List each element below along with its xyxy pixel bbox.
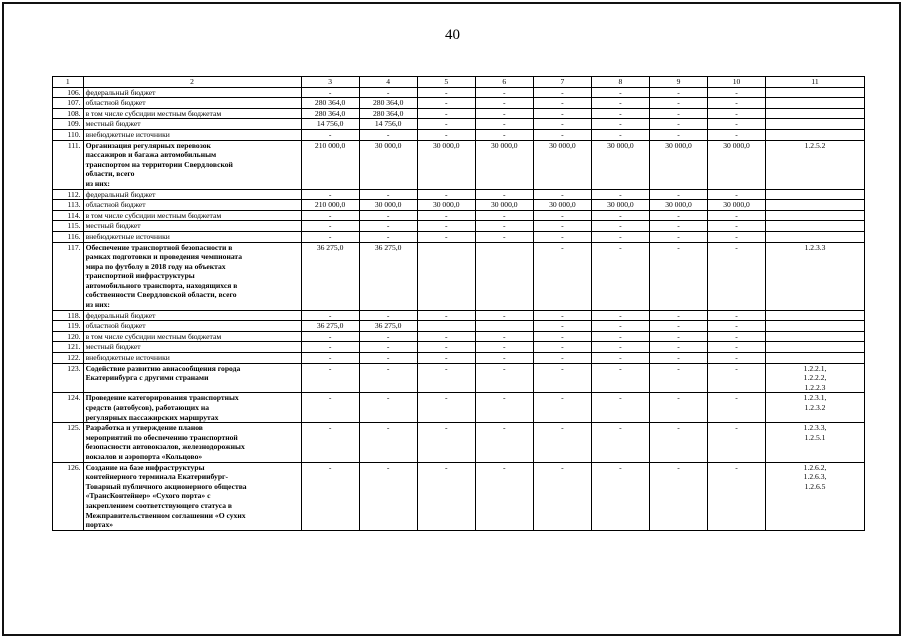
row-number: 106. xyxy=(53,87,84,98)
value-cell: - xyxy=(417,210,475,221)
value-cell: - xyxy=(591,342,649,353)
value-cell: - xyxy=(475,310,533,321)
value-cell: - xyxy=(359,210,417,221)
value-cell: - xyxy=(475,98,533,109)
target-ref xyxy=(766,98,865,109)
value-cell: - xyxy=(475,189,533,200)
value-cell: 280 364,0 xyxy=(359,108,417,119)
row-number: 118. xyxy=(53,310,84,321)
table-row xyxy=(53,98,865,109)
value-cell: - xyxy=(591,210,649,221)
value-cell: 210 000,0 xyxy=(301,200,359,211)
value-cell: - xyxy=(475,119,533,130)
value-cell: - xyxy=(301,363,359,393)
value-cell: 36 275,0 xyxy=(301,321,359,332)
value-cell: - xyxy=(533,108,591,119)
value-cell: - xyxy=(708,129,766,140)
value-cell: 30 000,0 xyxy=(359,140,417,189)
value-cell: - xyxy=(475,363,533,393)
value-cell: - xyxy=(417,310,475,321)
value-cell: - xyxy=(533,393,591,423)
value-cell: - xyxy=(533,221,591,232)
value-cell: 280 364,0 xyxy=(301,98,359,109)
row-number: 116. xyxy=(53,231,84,242)
value-cell: - xyxy=(708,342,766,353)
value-cell: - xyxy=(708,462,766,530)
value-cell: - xyxy=(475,231,533,242)
value-cell: - xyxy=(475,331,533,342)
value-cell: - xyxy=(359,189,417,200)
value-cell: 30 000,0 xyxy=(708,140,766,189)
value-cell: 30 000,0 xyxy=(417,200,475,211)
value-cell: - xyxy=(649,462,707,530)
target-ref xyxy=(766,189,865,200)
target-ref xyxy=(766,210,865,221)
table-row xyxy=(53,200,865,211)
row-number: 113. xyxy=(53,200,84,211)
value-cell: - xyxy=(475,210,533,221)
value-cell: - xyxy=(417,393,475,423)
value-cell: - xyxy=(708,363,766,393)
table-row xyxy=(53,221,865,232)
value-cell: - xyxy=(475,108,533,119)
budget-table xyxy=(52,76,865,531)
value-cell: - xyxy=(591,363,649,393)
row-label: федеральный бюджет xyxy=(83,87,301,98)
value-cell: - xyxy=(649,221,707,232)
value-cell: - xyxy=(649,363,707,393)
value-cell: 14 756,0 xyxy=(359,119,417,130)
value-cell: - xyxy=(475,221,533,232)
value-cell: - xyxy=(417,342,475,353)
value-cell: - xyxy=(649,321,707,332)
value-cell: - xyxy=(591,129,649,140)
value-cell: - xyxy=(533,353,591,364)
row-number: 121. xyxy=(53,342,84,353)
header-cell: 2 xyxy=(83,77,301,88)
row-label: в том числе субсидии местным бюджетам xyxy=(83,108,301,119)
value-cell: - xyxy=(708,393,766,423)
value-cell: - xyxy=(533,87,591,98)
value-cell: - xyxy=(649,119,707,130)
value-cell: - xyxy=(359,363,417,393)
value-cell: 36 275,0 xyxy=(301,242,359,310)
value-cell: 210 000,0 xyxy=(301,140,359,189)
table-row xyxy=(53,462,865,530)
table-row xyxy=(53,108,865,119)
row-number: 120. xyxy=(53,331,84,342)
value-cell: - xyxy=(301,331,359,342)
value-cell: - xyxy=(591,87,649,98)
value-cell xyxy=(417,242,475,310)
value-cell: - xyxy=(591,119,649,130)
value-cell: - xyxy=(417,331,475,342)
value-cell: - xyxy=(591,98,649,109)
value-cell: - xyxy=(708,119,766,130)
value-cell: - xyxy=(359,129,417,140)
row-label: федеральный бюджет xyxy=(83,310,301,321)
value-cell: - xyxy=(301,189,359,200)
value-cell: - xyxy=(417,189,475,200)
value-cell: - xyxy=(649,393,707,423)
value-cell: - xyxy=(649,331,707,342)
value-cell: 14 756,0 xyxy=(301,119,359,130)
value-cell: - xyxy=(359,87,417,98)
row-label: внебюджетные источники xyxy=(83,353,301,364)
row-label: внебюджетные источники xyxy=(83,129,301,140)
value-cell: - xyxy=(417,221,475,232)
row-label: в том числе субсидии местным бюджетам xyxy=(83,210,301,221)
value-cell: - xyxy=(708,310,766,321)
value-cell: - xyxy=(475,353,533,364)
value-cell: - xyxy=(417,119,475,130)
value-cell: - xyxy=(533,98,591,109)
value-cell: 30 000,0 xyxy=(591,200,649,211)
value-cell: - xyxy=(591,189,649,200)
row-label: Проведение категорирования транспортных средств (автобусов), работающих на регулярных пассажирских маршрутах xyxy=(83,393,301,423)
header-cell: 5 xyxy=(417,77,475,88)
header-cell: 4 xyxy=(359,77,417,88)
target-ref: 1.2.5.2 xyxy=(766,140,865,189)
target-ref xyxy=(766,321,865,332)
value-cell: - xyxy=(649,210,707,221)
value-cell: - xyxy=(533,189,591,200)
table-row xyxy=(53,321,865,332)
header-cell: 11 xyxy=(766,77,865,88)
value-cell: - xyxy=(417,353,475,364)
value-cell: - xyxy=(708,108,766,119)
value-cell: - xyxy=(591,310,649,321)
row-label: областной бюджет xyxy=(83,98,301,109)
target-ref xyxy=(766,331,865,342)
header-cell: 1 xyxy=(53,77,84,88)
value-cell: - xyxy=(533,119,591,130)
value-cell: - xyxy=(475,129,533,140)
value-cell: - xyxy=(708,353,766,364)
row-label: федеральный бюджет xyxy=(83,189,301,200)
value-cell: - xyxy=(359,393,417,423)
value-cell: - xyxy=(301,210,359,221)
value-cell: 280 364,0 xyxy=(359,98,417,109)
value-cell xyxy=(475,321,533,332)
target-ref xyxy=(766,310,865,321)
value-cell: - xyxy=(475,342,533,353)
value-cell: - xyxy=(359,353,417,364)
value-cell: 30 000,0 xyxy=(417,140,475,189)
value-cell: - xyxy=(359,462,417,530)
target-ref xyxy=(766,87,865,98)
row-number: 110. xyxy=(53,129,84,140)
value-cell: - xyxy=(708,87,766,98)
value-cell: - xyxy=(708,242,766,310)
value-cell: - xyxy=(591,393,649,423)
value-cell: - xyxy=(649,108,707,119)
value-cell: 36 275,0 xyxy=(359,242,417,310)
value-cell: - xyxy=(417,462,475,530)
value-cell: - xyxy=(533,210,591,221)
value-cell: - xyxy=(708,98,766,109)
value-cell: - xyxy=(533,310,591,321)
row-number: 117. xyxy=(53,242,84,310)
target-ref: 1.2.6.2, 1.2.6.3, 1.2.6.5 xyxy=(766,462,865,530)
header-cell: 10 xyxy=(708,77,766,88)
value-cell: - xyxy=(649,98,707,109)
row-number: 112. xyxy=(53,189,84,200)
table-row xyxy=(53,140,865,189)
value-cell: 30 000,0 xyxy=(533,200,591,211)
row-label: Обеспечение транспортной безопасности в рамках подготовки и проведения чемпионата мира по футболу в 2018 году на объектах транспортной инфраструктуры автомобильного транспорта, находящихся в собственности Свердловской области, всего из них: xyxy=(83,242,301,310)
row-label: местный бюджет xyxy=(83,342,301,353)
row-number: 126. xyxy=(53,462,84,530)
row-number: 108. xyxy=(53,108,84,119)
row-label: местный бюджет xyxy=(83,119,301,130)
row-number: 125. xyxy=(53,423,84,462)
value-cell: - xyxy=(359,231,417,242)
table-row xyxy=(53,129,865,140)
value-cell xyxy=(475,242,533,310)
value-cell: - xyxy=(649,231,707,242)
row-label: Организация регулярных перевозок пассажиров и багажа автомобильным транспортом на территории Свердловской области, всего из них: xyxy=(83,140,301,189)
target-ref xyxy=(766,353,865,364)
value-cell: 30 000,0 xyxy=(649,140,707,189)
value-cell: 30 000,0 xyxy=(475,200,533,211)
header-cell: 3 xyxy=(301,77,359,88)
value-cell: 30 000,0 xyxy=(359,200,417,211)
value-cell: - xyxy=(417,98,475,109)
value-cell: - xyxy=(533,363,591,393)
target-ref xyxy=(766,129,865,140)
target-ref xyxy=(766,342,865,353)
row-number: 123. xyxy=(53,363,84,393)
table-row xyxy=(53,393,865,423)
target-ref xyxy=(766,108,865,119)
value-cell: - xyxy=(359,331,417,342)
value-cell: - xyxy=(649,342,707,353)
value-cell: - xyxy=(649,87,707,98)
value-cell: - xyxy=(301,129,359,140)
value-cell: 30 000,0 xyxy=(475,140,533,189)
row-number: 109. xyxy=(53,119,84,130)
value-cell: - xyxy=(533,423,591,462)
value-cell: - xyxy=(649,189,707,200)
row-label: местный бюджет xyxy=(83,221,301,232)
header-cell: 6 xyxy=(475,77,533,88)
table-row xyxy=(53,423,865,462)
value-cell: - xyxy=(591,221,649,232)
value-cell: - xyxy=(301,353,359,364)
value-cell: - xyxy=(591,462,649,530)
table-row xyxy=(53,210,865,221)
value-cell: - xyxy=(475,462,533,530)
value-cell: 30 000,0 xyxy=(591,140,649,189)
table-row xyxy=(53,342,865,353)
value-cell: - xyxy=(708,210,766,221)
value-cell: - xyxy=(649,129,707,140)
value-cell: - xyxy=(533,342,591,353)
value-cell: - xyxy=(533,462,591,530)
value-cell: - xyxy=(591,321,649,332)
header-cell: 8 xyxy=(591,77,649,88)
value-cell: - xyxy=(591,108,649,119)
value-cell: - xyxy=(359,310,417,321)
header-cell: 9 xyxy=(649,77,707,88)
table-row xyxy=(53,331,865,342)
value-cell: - xyxy=(417,363,475,393)
table-row xyxy=(53,231,865,242)
value-cell: - xyxy=(301,310,359,321)
value-cell: - xyxy=(301,342,359,353)
value-cell: - xyxy=(708,189,766,200)
value-cell: 30 000,0 xyxy=(533,140,591,189)
value-cell: 30 000,0 xyxy=(708,200,766,211)
value-cell: - xyxy=(301,87,359,98)
value-cell: - xyxy=(533,331,591,342)
row-label: внебюджетные источники xyxy=(83,231,301,242)
value-cell: 30 000,0 xyxy=(649,200,707,211)
value-cell: - xyxy=(475,87,533,98)
value-cell: - xyxy=(708,423,766,462)
value-cell: 280 364,0 xyxy=(301,108,359,119)
row-label: Разработка и утверждение планов мероприятий по обеспечению транспортной безопасности автовокзалов, железнодорожных вокзалов и аэропорта «Кольцово» xyxy=(83,423,301,462)
target-ref: 1.2.3.3 xyxy=(766,242,865,310)
row-number: 119. xyxy=(53,321,84,332)
target-ref: 1.2.3.3, 1.2.5.1 xyxy=(766,423,865,462)
value-cell: - xyxy=(649,242,707,310)
value-cell: - xyxy=(533,321,591,332)
value-cell: - xyxy=(649,353,707,364)
value-cell: - xyxy=(475,393,533,423)
value-cell: - xyxy=(417,108,475,119)
table-header-row xyxy=(53,77,865,88)
target-ref xyxy=(766,231,865,242)
table-row xyxy=(53,353,865,364)
value-cell: - xyxy=(591,231,649,242)
value-cell: - xyxy=(417,129,475,140)
value-cell: - xyxy=(475,423,533,462)
row-label: в том числе субсидии местным бюджетам xyxy=(83,331,301,342)
value-cell: - xyxy=(591,353,649,364)
row-number: 124. xyxy=(53,393,84,423)
row-number: 115. xyxy=(53,221,84,232)
row-label: областной бюджет xyxy=(83,200,301,211)
value-cell: - xyxy=(533,129,591,140)
value-cell: - xyxy=(708,231,766,242)
row-label: Создание на базе инфраструктуры контейнерного терминала Екатеринбург- Товарный публичного акционерного общества «ТрансКонтейнер» «Сухого порта» с закреплением соответствующего статуса в Межправительственном соглашении «О сухих портах» xyxy=(83,462,301,530)
value-cell xyxy=(417,321,475,332)
table-row xyxy=(53,310,865,321)
row-number: 122. xyxy=(53,353,84,364)
target-ref xyxy=(766,119,865,130)
value-cell: - xyxy=(591,331,649,342)
value-cell: - xyxy=(417,87,475,98)
table-row xyxy=(53,87,865,98)
value-cell: - xyxy=(533,231,591,242)
value-cell: - xyxy=(301,221,359,232)
value-cell: - xyxy=(708,331,766,342)
value-cell: 36 275,0 xyxy=(359,321,417,332)
target-ref xyxy=(766,200,865,211)
row-label: областной бюджет xyxy=(83,321,301,332)
value-cell: - xyxy=(301,423,359,462)
row-number: 114. xyxy=(53,210,84,221)
table-row xyxy=(53,189,865,200)
value-cell: - xyxy=(649,310,707,321)
row-label: Содействие развитию авиасообщения города Екатеринбурга с другими странами xyxy=(83,363,301,393)
row-number: 107. xyxy=(53,98,84,109)
value-cell: - xyxy=(708,321,766,332)
value-cell: - xyxy=(359,342,417,353)
table-row xyxy=(53,119,865,130)
value-cell: - xyxy=(591,242,649,310)
value-cell: - xyxy=(359,221,417,232)
value-cell: - xyxy=(649,423,707,462)
value-cell: - xyxy=(417,423,475,462)
value-cell: - xyxy=(301,462,359,530)
value-cell: - xyxy=(591,423,649,462)
target-ref: 1.2.2.1, 1.2.2.2, 1.2.2.3 xyxy=(766,363,865,393)
value-cell: - xyxy=(708,221,766,232)
value-cell: - xyxy=(359,423,417,462)
value-cell: - xyxy=(417,231,475,242)
target-ref: 1.2.3.1, 1.2.3.2 xyxy=(766,393,865,423)
table-row xyxy=(53,242,865,310)
row-number: 111. xyxy=(53,140,84,189)
value-cell: - xyxy=(533,242,591,310)
target-ref xyxy=(766,221,865,232)
value-cell: - xyxy=(301,393,359,423)
header-cell: 7 xyxy=(533,77,591,88)
page-number: 40 xyxy=(445,27,460,43)
value-cell: - xyxy=(301,231,359,242)
table-row xyxy=(53,363,865,393)
